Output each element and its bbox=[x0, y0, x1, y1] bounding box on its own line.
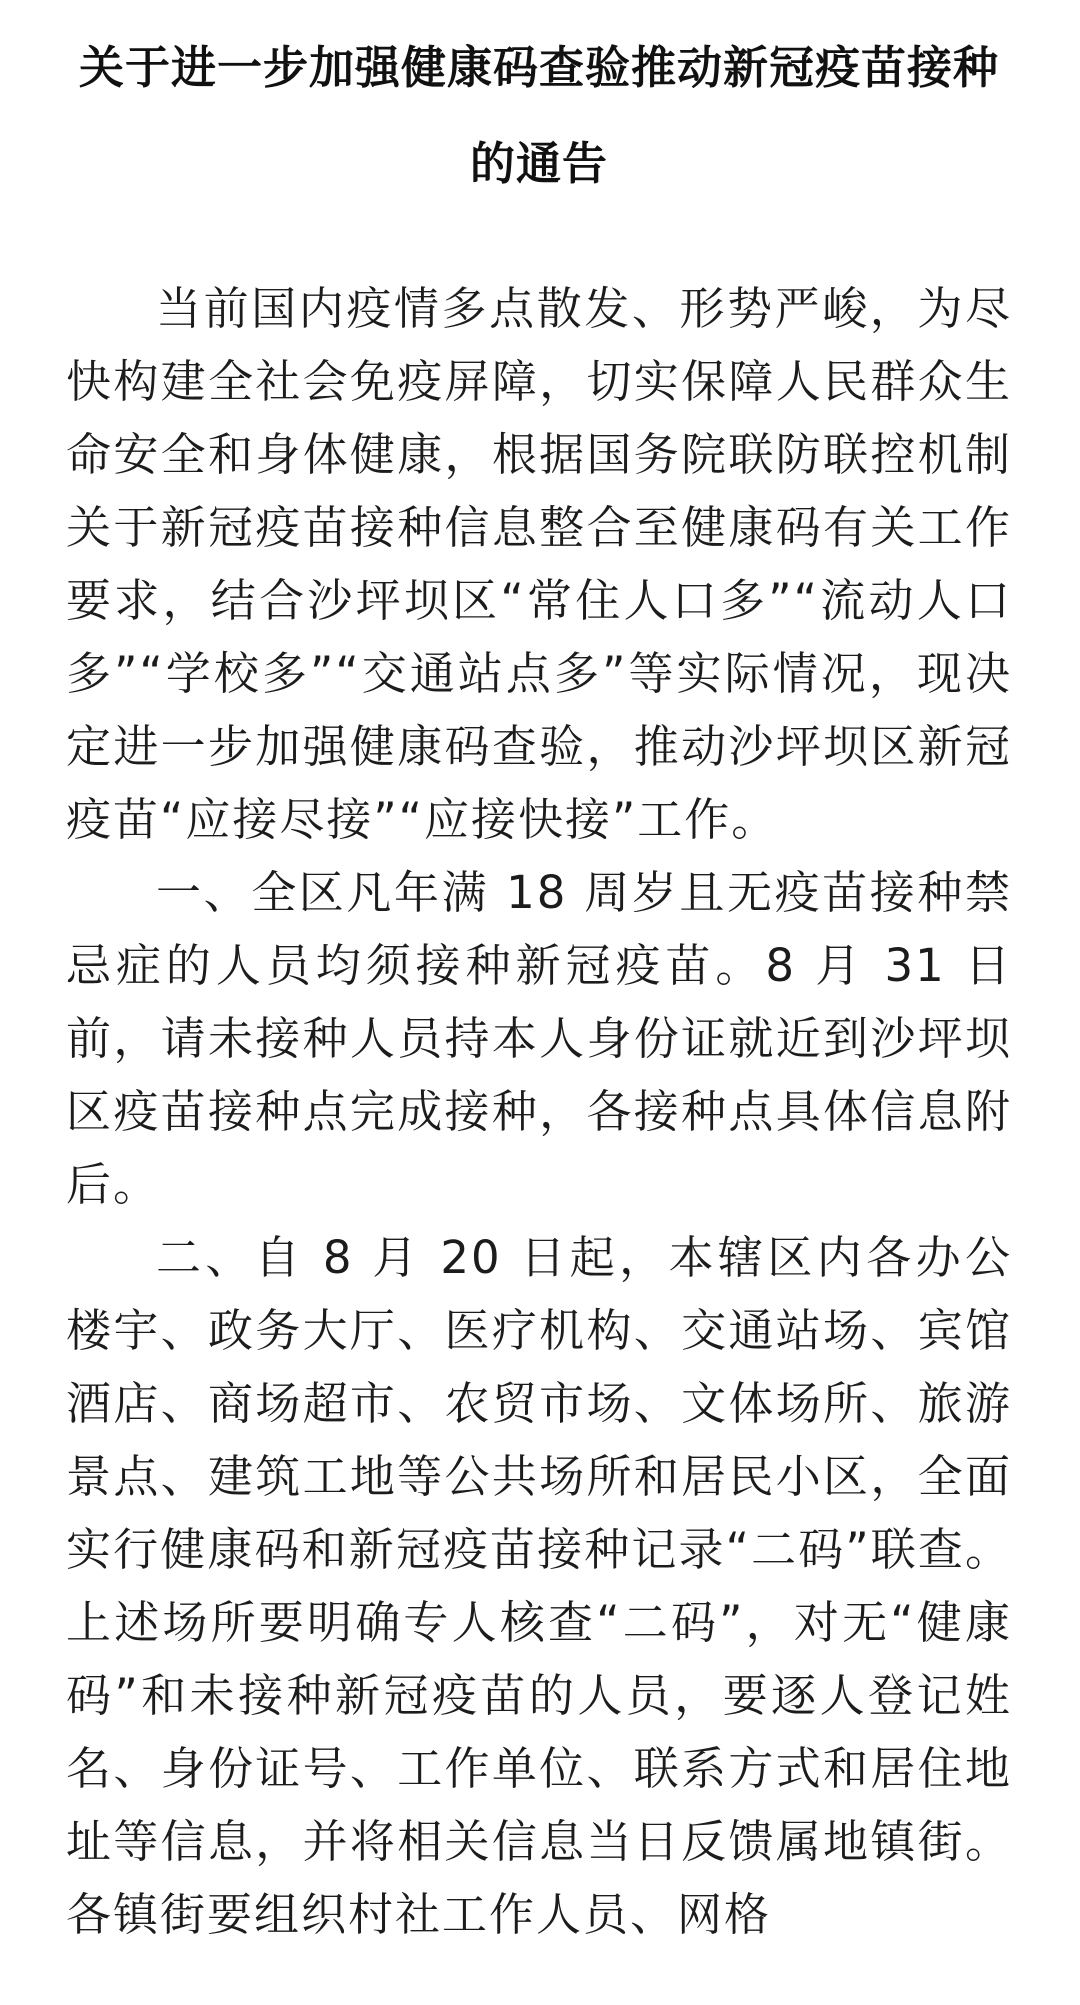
paragraph-item-2: 二、自 8 月 20 日起，本辖区内各办公楼宇、政务大厅、医疗机构、交通站场、宾馆酒店、商场超市、农贸市场、文体场所、旅游景点、建筑工地等公共场所和居民小区，全面实行健康码和新冠疫苗接种记录“二码”联查。上述场所要明确专人核查“二码”，对无“健康码”和未接种新冠疫苗的人员，要逐人登记姓名、身份证号、工作单位、联系方式和居住地址等信息，并将相关信息当日反馈属地镇街。各镇街要组织村社工作人员、网格 bbox=[66, 1231, 1012, 1941]
paragraph-item-1: 一、全区凡年满 18 周岁且无疫苗接种禁忌症的人员均须接种新冠疫苗。8 月 31 日前，请未接种人员持本人身份证就近到沙坪坝区疫苗接种点完成接种，各接种点具体信息附后。 bbox=[66, 866, 1012, 1211]
document-title: 关于进一步加强健康码查验推动新冠疫苗接种的通告 bbox=[78, 41, 999, 190]
paragraph-intro: 当前国内疫情多点散发、形势严峻，为尽快构建全社会免疫屏障，切实保障人民群众生命安全和身体健康，根据国务院联防联控机制关于新冠疫苗接种信息整合至健康码有关工作要求，结合沙坪坝区“常住人口多”“流动人口多”“学校多”“交通站点多”等实际情况，现决定进一步加强健康码查验，推动沙坪坝区新冠疫苗“应接尽接”“应接快接”工作。 bbox=[66, 282, 1012, 846]
document-body bbox=[66, 272, 1012, 1951]
